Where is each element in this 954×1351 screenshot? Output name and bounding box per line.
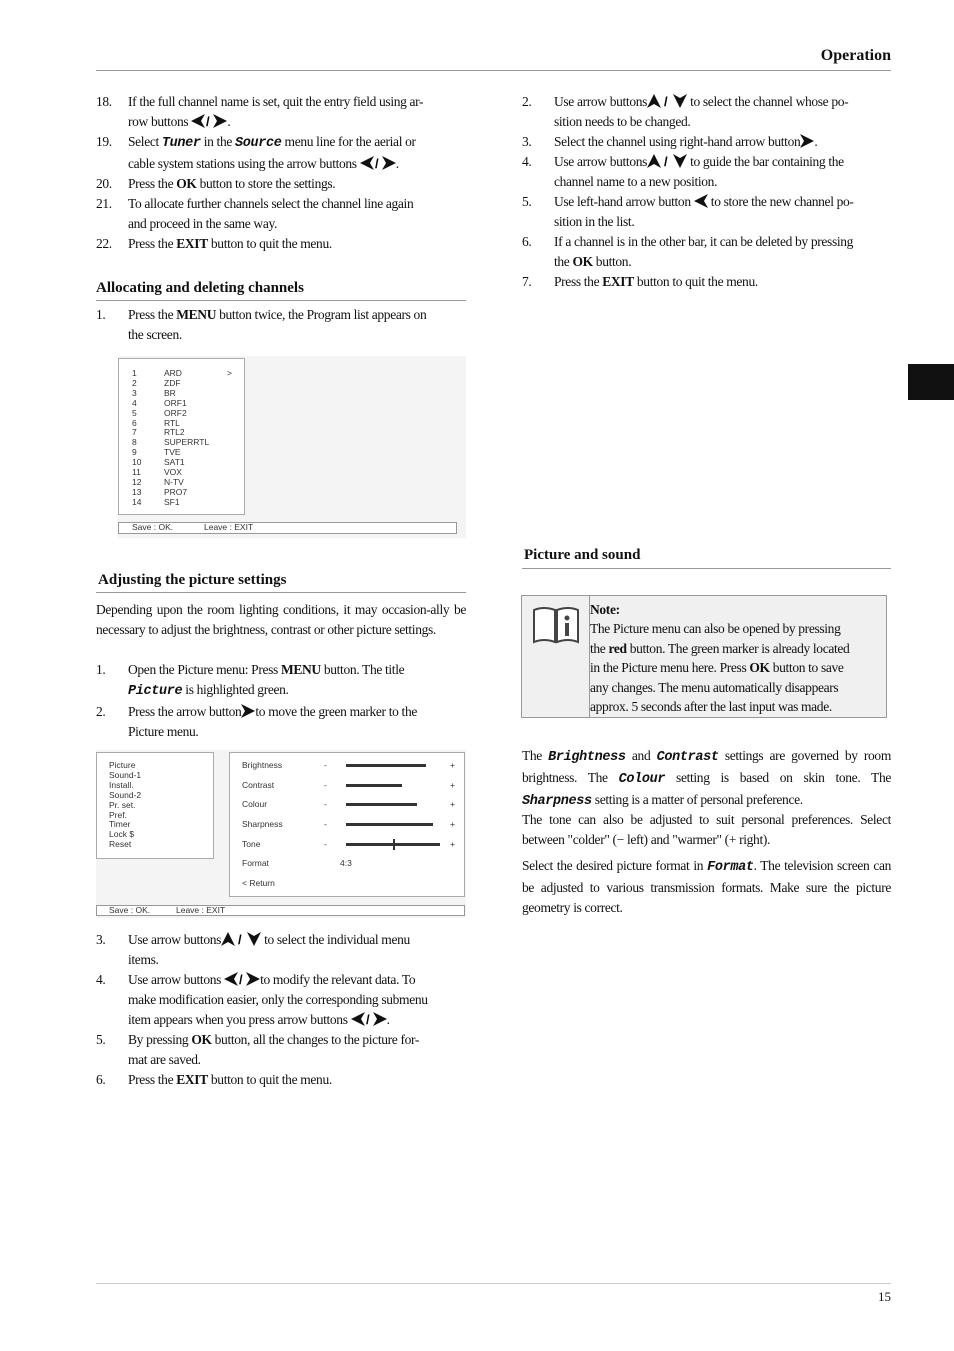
- format-value[interactable]: 4:3: [340, 858, 352, 868]
- item-text: to modify the relevant data. To: [260, 972, 416, 987]
- plus-sign: +: [450, 838, 455, 849]
- item-text: to guide the bar containing the: [687, 154, 844, 169]
- key-label: OK: [749, 660, 770, 676]
- section-rule: [522, 568, 891, 569]
- arrow-left-right-icon: [360, 156, 396, 170]
- minus-sign: -: [324, 819, 327, 830]
- main-menu-item[interactable]: Sound-2: [109, 789, 142, 800]
- item-text: Use left-hand arrow button: [554, 194, 691, 209]
- chevron-right-icon: >: [227, 368, 232, 378]
- arrow-left-right-icon: [351, 1012, 387, 1026]
- minus-sign: -: [324, 779, 327, 790]
- picture-sound-paragraph-3: [522, 856, 891, 918]
- picture-sound-paragraph-2: The tone can also be adjusted to suit personal preferences. Select between "colder" (− left) and "warmer" (+ right).: [522, 812, 891, 847]
- list-item: 3. Select the channel using right-hand arrow button .: [522, 132, 891, 152]
- channel-number: 10: [132, 457, 142, 468]
- list-item: [96, 702, 466, 742]
- item-text: By pressing: [128, 1032, 192, 1047]
- item-number: 6.: [522, 234, 532, 249]
- section-title-picture-sound: Picture and sound: [524, 547, 641, 563]
- item-text: Use arrow buttons: [554, 94, 648, 109]
- item-text: to select the individual menu: [261, 932, 410, 947]
- item-number: 1.: [96, 307, 106, 322]
- book-info-icon: [532, 604, 580, 649]
- minus-sign: -: [324, 799, 327, 810]
- channel-number-column: [132, 369, 152, 508]
- item-text: row buttons: [128, 114, 189, 129]
- svg-text:/: /: [239, 972, 243, 986]
- item-text: Press the: [128, 1072, 177, 1087]
- slider-fill[interactable]: [346, 823, 433, 826]
- channel-name[interactable]: SUPERRTL: [164, 437, 210, 448]
- plus-sign: +: [450, 799, 455, 810]
- item-text: button to quit the menu.: [633, 274, 758, 289]
- item-text: sition in the list.: [554, 214, 635, 229]
- program-list-box: [118, 358, 245, 515]
- main-menu-item[interactable]: Install.: [109, 779, 134, 790]
- allocating-step: [96, 305, 466, 345]
- main-menu-item[interactable]: Pref.: [109, 809, 127, 820]
- list-item: [96, 660, 466, 702]
- item-number: 1.: [96, 662, 106, 677]
- note-text: The Picture menu can also be opened by pressing: [590, 621, 841, 637]
- menu-term: Contrast: [656, 750, 719, 765]
- channel-number: 9: [132, 447, 137, 458]
- item-text: cable system stations using the arrow buttons: [128, 156, 357, 171]
- leave-hint: Leave : EXIT: [176, 905, 226, 915]
- paragraph-text: . The television screen can be adjusted to various transmission formats. Make sure the picture geometry is correct.: [522, 858, 891, 915]
- item-text: Select: [128, 134, 162, 149]
- picture-steps-a: [96, 660, 466, 742]
- item-number: 4.: [96, 972, 106, 987]
- channel-name[interactable]: ORF1: [164, 397, 187, 408]
- item-text: button, all the changes to the picture for-: [211, 1032, 420, 1047]
- item-text: Press the arrow button: [128, 704, 242, 719]
- slider-center-marker[interactable]: [393, 839, 395, 850]
- main-menu-list: [109, 761, 141, 850]
- item-number: 5.: [96, 1032, 106, 1047]
- plus-sign: +: [450, 819, 455, 830]
- item-text: Picture menu.: [128, 724, 199, 739]
- menu-term: Brightness: [548, 750, 626, 765]
- format-label[interactable]: Format: [242, 858, 269, 868]
- item-text: Use arrow buttons: [554, 154, 648, 169]
- item-text: channel name to a new position.: [554, 174, 718, 189]
- svg-text:/: /: [206, 114, 210, 128]
- note-text: in the Picture menu here. Press: [590, 660, 750, 676]
- channel-number: 14: [132, 496, 142, 507]
- item-number: 18.: [96, 94, 112, 109]
- item-text: to store the new channel po-: [707, 194, 854, 209]
- item-text: Use arrow buttons: [128, 972, 222, 987]
- minus-sign: -: [324, 760, 327, 770]
- picture-steps-b: [96, 930, 466, 1090]
- item-text: button to quit the menu.: [207, 236, 332, 251]
- channel-name[interactable]: SAT1: [164, 457, 185, 468]
- list-item: [522, 152, 891, 192]
- note-text: button to save: [769, 660, 844, 676]
- list-item: [96, 930, 466, 970]
- save-hint: Save : OK.: [109, 905, 151, 915]
- key-label: red: [608, 640, 627, 656]
- setting-label[interactable]: Sharpness: [242, 819, 283, 830]
- note-text: the: [590, 640, 609, 656]
- list-item: [522, 192, 891, 232]
- osd-footer-bar: [118, 522, 457, 534]
- item-number: 2.: [522, 94, 532, 109]
- main-menu-item[interactable]: Pr. set.: [109, 799, 136, 810]
- paragraph-text: setting is a matter of personal preference.: [591, 792, 803, 807]
- list-item: [96, 305, 466, 345]
- minus-sign: -: [324, 838, 327, 849]
- list-item: [96, 174, 466, 194]
- setting-label[interactable]: Contrast: [242, 779, 275, 790]
- arrow-left-right-icon: [224, 972, 260, 986]
- svg-text:/: /: [664, 154, 668, 168]
- item-text: is highlighted green.: [182, 682, 289, 697]
- plus-sign: +: [450, 760, 455, 770]
- channel-number: 13: [132, 486, 142, 497]
- item-text: To allocate further channels select the channel line again: [128, 196, 414, 211]
- item-text: Press the: [128, 236, 177, 251]
- item-text: to select the channel whose po-: [687, 94, 849, 109]
- key-label: OK: [176, 176, 197, 191]
- list-item: 19. Select Tuner in the Source menu line for the aerial or cable system stations using the arrow buttons / .: [96, 134, 416, 171]
- key-label: MENU: [280, 662, 321, 677]
- item-text: make modification easier, only the corresponding submenu: [128, 992, 428, 1007]
- item-text: Use arrow buttons: [128, 932, 222, 947]
- item-text: the screen.: [128, 327, 182, 342]
- list-item: [522, 92, 891, 132]
- picture-intro-paragraph: Depending upon the room lighting conditions, it may occasion-ally be necessary to adjust the brightness, contrast or other picture settings.: [96, 602, 466, 637]
- item-number: 19.: [96, 134, 112, 149]
- channel-name[interactable]: BR: [164, 387, 176, 398]
- item-number: 7.: [522, 274, 532, 289]
- menu-term: Picture: [128, 684, 183, 699]
- arrow-right-icon: [800, 134, 814, 148]
- paragraph-text: and: [625, 748, 657, 763]
- item-text: and proceed in the same way.: [128, 216, 278, 231]
- note-content: [590, 600, 882, 716]
- item-number: 22.: [96, 236, 112, 251]
- menu-term: Sharpness: [522, 794, 592, 809]
- item-text: button.: [592, 254, 632, 269]
- picture-menu-screen: [96, 750, 466, 918]
- paragraph-text: Select the desired picture format in: [522, 858, 708, 873]
- list-item: [96, 1070, 466, 1090]
- item-text: button to store the settings.: [196, 176, 336, 191]
- leave-hint: Leave : EXIT: [204, 522, 254, 532]
- svg-text:/: /: [365, 1012, 369, 1026]
- list-item: [522, 232, 891, 272]
- item-text: the: [554, 254, 573, 269]
- item-number: 5.: [522, 194, 532, 209]
- item-number: 3.: [522, 134, 532, 149]
- arrow-up-down-icon: [647, 94, 687, 108]
- main-menu-item[interactable]: Picture: [109, 760, 136, 770]
- item-text: to move the green marker to the: [255, 704, 417, 719]
- setting-label[interactable]: Colour: [242, 799, 268, 810]
- channel-number: 4: [132, 397, 137, 408]
- item-text: If the full channel name is set, quit the entry field using ar-: [128, 94, 424, 109]
- note-text: button. The green marker is already located: [626, 640, 850, 656]
- arrow-left-right-icon: [191, 114, 227, 128]
- channel-number: 2: [132, 377, 137, 388]
- key-label: EXIT: [602, 274, 634, 289]
- chapter-tab-marker: [908, 364, 954, 400]
- left-instruction-list: [96, 92, 466, 254]
- paragraph-text: settings are governed by room brightness. The: [522, 748, 891, 785]
- note-icon-cell: [522, 596, 590, 717]
- arrow-up-down-icon: [647, 154, 687, 168]
- key-label: EXIT: [176, 236, 208, 251]
- note-title: Note:: [590, 602, 620, 617]
- channel-number: 1: [132, 368, 137, 378]
- arrow-left-icon: [694, 194, 708, 208]
- main-menu-box: [96, 752, 214, 859]
- note-text: any changes. The menu automatically disappears: [590, 679, 839, 695]
- item-text: button twice, the Program list appears on: [216, 307, 427, 322]
- footer-rule: [96, 1283, 891, 1284]
- note-box: [521, 595, 887, 718]
- paragraph-text: The: [522, 748, 549, 763]
- plus-sign: +: [450, 779, 455, 790]
- channel-name[interactable]: RTL: [164, 417, 180, 428]
- main-menu-item[interactable]: Lock $: [109, 829, 135, 840]
- list-item: [96, 194, 466, 234]
- slider-fill[interactable]: [346, 803, 417, 806]
- menu-term: Colour: [618, 772, 666, 787]
- page-header-title: Operation: [820, 47, 891, 64]
- picture-sound-paragraph-1: [522, 746, 891, 812]
- svg-text:/: /: [664, 94, 668, 108]
- item-text: Press the: [128, 307, 177, 322]
- list-item: [96, 234, 466, 254]
- channel-name[interactable]: ARD: [164, 368, 182, 378]
- section-title-allocating: Allocating and deleting channels: [96, 280, 304, 296]
- return-item[interactable]: < Return: [242, 878, 275, 888]
- svg-text:/: /: [374, 156, 379, 170]
- item-text: If a channel is in the other bar, it can be deleted by pressing: [554, 234, 854, 249]
- menu-term: Tuner: [161, 136, 201, 151]
- item-text: button to quit the menu.: [207, 1072, 332, 1087]
- channel-number: 6: [132, 417, 137, 428]
- item-text: Press the: [554, 274, 603, 289]
- channel-name-column: [164, 369, 234, 508]
- svg-text:/: /: [238, 932, 242, 946]
- main-menu-item[interactable]: Reset: [109, 839, 132, 850]
- picture-submenu-box: [229, 752, 465, 897]
- program-list-screen: [118, 356, 466, 538]
- channel-name[interactable]: RTL2: [164, 427, 185, 438]
- item-text: button. The title: [320, 662, 405, 677]
- item-text: in the: [200, 134, 236, 149]
- menu-term: Format: [707, 860, 754, 875]
- section-title-picture-settings: Adjusting the picture settings: [98, 572, 287, 588]
- channel-number: 8: [132, 437, 137, 448]
- channel-name[interactable]: TVE: [164, 447, 181, 458]
- item-text: item appears when you press arrow buttons: [128, 1012, 348, 1027]
- arrow-right-icon: [241, 704, 255, 718]
- item-number: 6.: [96, 1072, 106, 1087]
- slider-fill[interactable]: [346, 784, 402, 787]
- key-label: MENU: [176, 307, 217, 322]
- arrow-up-down-icon: [221, 932, 261, 946]
- main-menu-item[interactable]: Timer: [109, 819, 131, 830]
- menu-term: Source: [235, 136, 282, 151]
- section-rule: [96, 300, 466, 301]
- header-rule: [96, 70, 891, 71]
- channel-number: 12: [132, 476, 142, 487]
- item-text: menu line for the aerial or: [281, 134, 416, 149]
- channel-number: 7: [132, 427, 137, 438]
- channel-name[interactable]: PRO7: [164, 486, 188, 497]
- paragraph-text: setting is based on skin tone. The: [665, 770, 891, 785]
- item-text: Open the Picture menu: Press: [128, 662, 281, 677]
- key-label: EXIT: [176, 1072, 208, 1087]
- list-item: 18. If the full channel name is set, quit the entry field using ar- row buttons / .: [96, 94, 424, 129]
- setting-label[interactable]: Tone: [242, 838, 261, 849]
- list-item: 4. Use arrow buttons / to modify the relevant data. To make modification easier, only the corresponding submenu item appears when you press arrow buttons / .: [96, 972, 428, 1027]
- item-text: sition needs to be changed.: [554, 114, 691, 129]
- page-number: 15: [878, 1289, 891, 1304]
- key-label: OK: [572, 254, 593, 269]
- item-text: Press the: [128, 176, 177, 191]
- key-label: OK: [191, 1032, 212, 1047]
- item-number: 4.: [522, 154, 532, 169]
- item-number: 21.: [96, 196, 112, 211]
- main-menu-item[interactable]: Sound-1: [109, 769, 142, 780]
- slider-fill[interactable]: [346, 764, 426, 767]
- list-item: [96, 1030, 466, 1070]
- channel-number: 5: [132, 407, 137, 418]
- item-number: 2.: [96, 704, 106, 719]
- save-hint: Save : OK.: [132, 522, 174, 532]
- right-instruction-list: [522, 92, 891, 292]
- channel-name[interactable]: N-TV: [164, 476, 184, 487]
- channel-name[interactable]: ZDF: [164, 377, 181, 388]
- channel-name[interactable]: VOX: [164, 467, 182, 478]
- channel-name[interactable]: ORF2: [164, 407, 187, 418]
- item-text: items.: [128, 952, 159, 967]
- channel-number: 3: [132, 387, 137, 398]
- osd-footer-bar: [96, 905, 465, 916]
- item-number: 20.: [96, 176, 112, 191]
- item-text: Select the channel using right-hand arrow button: [554, 134, 801, 149]
- section-rule: [96, 592, 466, 593]
- channel-number: 11: [132, 467, 141, 478]
- setting-label[interactable]: Brightness: [242, 760, 283, 770]
- item-number: 3.: [96, 932, 106, 947]
- item-text: mat are saved.: [128, 1052, 201, 1067]
- channel-name[interactable]: SF1: [164, 496, 180, 507]
- note-text: approx. 5 seconds after the last input was made.: [590, 699, 832, 715]
- list-item: [522, 272, 891, 292]
